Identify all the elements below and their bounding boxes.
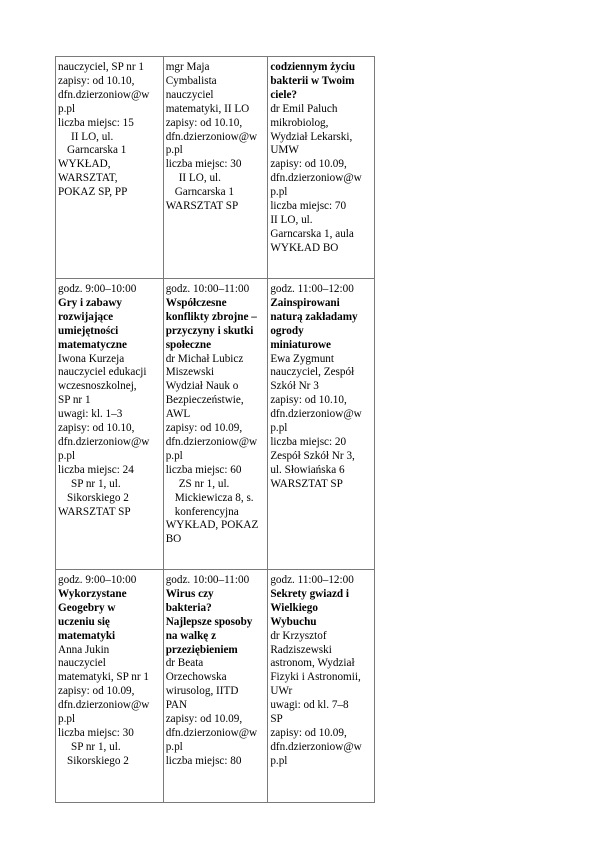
event-time: godz. 11:00–12:00 bbox=[270, 283, 354, 295]
event-detail: Zespół Szkół Nr 3, bbox=[270, 449, 355, 462]
event-title: ciele? bbox=[270, 88, 298, 101]
event-detail: uwagi: kl. 1–3 bbox=[58, 408, 123, 421]
event-detail: astronom, Wydział bbox=[270, 657, 355, 670]
event-detail: Bezpieczeństwie, bbox=[165, 394, 244, 407]
event-type: WYKŁAD, POKAZ bbox=[165, 519, 259, 532]
event-title: Wirus czy bbox=[165, 587, 214, 600]
event-detail: dfn.dzierzoniow@w bbox=[165, 726, 258, 739]
event-title: Najlepsze sposoby bbox=[165, 615, 253, 628]
event-detail: uwagi: od kl. 7–8 bbox=[270, 699, 349, 712]
event-detail: nauczyciel, Zespół bbox=[270, 366, 355, 379]
event-title: bakterii w Twoim bbox=[270, 74, 355, 87]
event-detail: dr Michał Lubicz bbox=[165, 352, 244, 365]
event-detail: wczesnoszkolnej, bbox=[58, 380, 137, 393]
event-detail: nauczyciel bbox=[58, 657, 106, 670]
event-title: społeczne bbox=[165, 338, 212, 351]
event-address: Garncarska 1 bbox=[174, 186, 235, 199]
event-detail: liczba miejsc: 60 bbox=[165, 463, 242, 476]
event-detail: dr Beata bbox=[165, 657, 204, 670]
event-title: Sekrety gwiazd i bbox=[270, 587, 350, 600]
event-detail: UMW bbox=[270, 144, 299, 157]
event-detail: dr Krzysztof bbox=[270, 629, 327, 642]
event-type: POKAZ SP, PP bbox=[58, 186, 128, 199]
event-detail: Anna Jukin bbox=[58, 643, 110, 656]
event-address: Sikorskiego 2 bbox=[67, 491, 129, 504]
event-title: bakteria? bbox=[165, 601, 212, 614]
event-detail: nauczyciel edukacji bbox=[58, 366, 147, 379]
event-title: Wybuchu bbox=[270, 615, 317, 628]
event-detail: Fizyki i Astronomii, bbox=[270, 671, 361, 684]
event-detail: SP nr 1 bbox=[58, 394, 91, 407]
event-title: ogrody bbox=[270, 324, 304, 337]
event-address: Sikorskiego 2 bbox=[67, 754, 129, 767]
event-type: WARSZTAT SP bbox=[58, 505, 131, 518]
event-title: umiejętności bbox=[58, 324, 119, 337]
event-detail: PAN bbox=[165, 699, 188, 712]
event-title: przyczyny i skutki bbox=[165, 324, 254, 337]
event-title: na walkę z bbox=[165, 629, 217, 642]
event-detail: zapisy: od 10.09, bbox=[270, 726, 347, 739]
event-title: miniaturowe bbox=[270, 338, 332, 351]
event-cell bbox=[163, 570, 268, 803]
event-detail: SP bbox=[270, 713, 283, 726]
event-detail: p.pl bbox=[270, 186, 288, 199]
event-detail: liczba miejsc: 30 bbox=[165, 158, 242, 171]
event-detail: dfn.dzierzoniow@w bbox=[58, 699, 150, 712]
event-cell bbox=[163, 279, 268, 570]
event-type: WYKŁAD BO bbox=[270, 241, 339, 254]
schedule-row bbox=[56, 57, 375, 279]
event-detail: liczba miejsc: 30 bbox=[58, 726, 134, 739]
schedule-table bbox=[55, 56, 375, 803]
event-detail: dfn.dzierzoniow@w bbox=[58, 88, 150, 101]
event-detail: Wydział Nauk o bbox=[165, 380, 239, 393]
event-detail: zapisy: od 10.10, bbox=[58, 74, 135, 87]
event-detail: nauczyciel, SP nr 1 bbox=[58, 61, 144, 73]
event-detail: matematyki, SP nr 1 bbox=[58, 671, 149, 684]
schedule-row bbox=[56, 279, 375, 570]
event-title: naturą zakładamy bbox=[270, 310, 358, 323]
event-detail: p.pl bbox=[58, 713, 76, 726]
event-time: godz. 9:00–10:00 bbox=[58, 574, 137, 586]
event-cell bbox=[268, 570, 375, 803]
event-detail: dfn.dzierzoniow@w bbox=[270, 740, 362, 753]
event-title: przeziębieniem bbox=[165, 643, 238, 656]
event-detail: liczba miejsc: 20 bbox=[270, 435, 347, 448]
event-detail: mikrobiolog, bbox=[270, 116, 329, 129]
event-cell bbox=[268, 279, 375, 570]
event-detail: liczba miejsc: 70 bbox=[270, 200, 347, 213]
event-detail: nauczyciel bbox=[165, 88, 214, 101]
event-address: Garncarska 1 bbox=[67, 144, 127, 157]
event-title: uczeniu się bbox=[58, 615, 110, 628]
event-address: ZS nr 1, ul. bbox=[178, 477, 230, 490]
event-detail: ul. Słowiańska 6 bbox=[270, 463, 345, 476]
event-cell bbox=[56, 57, 164, 279]
event-detail: zapisy: od 10.09, bbox=[58, 685, 135, 698]
event-detail: p.pl bbox=[58, 449, 76, 462]
event-detail: mgr Maja bbox=[165, 61, 210, 73]
event-address: II LO, ul. bbox=[71, 130, 114, 143]
event-title: Geogebry w bbox=[58, 601, 116, 614]
event-time: godz. 10:00–11:00 bbox=[165, 574, 250, 586]
event-detail: Radziszewski bbox=[270, 643, 332, 656]
event-detail: Cymbalista bbox=[165, 74, 217, 87]
event-detail: zapisy: od 10.10, bbox=[165, 116, 243, 129]
event-title: konflikty zbrojne – bbox=[165, 310, 257, 323]
event-detail: liczba miejsc: 80 bbox=[165, 754, 242, 767]
event-detail: dfn.dzierzoniow@w bbox=[270, 408, 362, 421]
event-title: matematyki bbox=[58, 629, 116, 642]
event-type: WARSZTAT, bbox=[58, 172, 118, 185]
event-address: II LO, ul. bbox=[178, 172, 221, 185]
event-address: SP nr 1, ul. bbox=[71, 740, 121, 753]
event-detail: Iwona Kurzeja bbox=[58, 352, 125, 365]
event-detail: matematyki, II LO bbox=[165, 102, 250, 115]
event-cell bbox=[268, 57, 375, 279]
event-detail: p.pl bbox=[165, 740, 183, 753]
event-title: codziennym życiu bbox=[270, 61, 356, 73]
event-detail: Orzechowska bbox=[165, 671, 227, 684]
event-detail: dfn.dzierzoniow@w bbox=[165, 435, 258, 448]
event-time: godz. 10:00–11:00 bbox=[165, 283, 250, 295]
event-detail: p.pl bbox=[165, 144, 183, 157]
event-title: Współczesne bbox=[165, 296, 227, 309]
event-detail: wirusolog, IITD bbox=[165, 685, 239, 698]
event-title: Gry i zabawy bbox=[58, 296, 123, 309]
event-detail: Szkół Nr 3 bbox=[270, 380, 319, 393]
event-detail: liczba miejsc: 15 bbox=[58, 116, 134, 129]
event-title: Wykorzystane bbox=[58, 587, 127, 600]
event-detail: zapisy: od 10.09, bbox=[165, 422, 243, 435]
event-detail: dr Emil Paluch bbox=[270, 102, 338, 115]
event-detail: UWr bbox=[270, 685, 293, 698]
event-cell bbox=[56, 570, 164, 803]
event-address: konferencyjna bbox=[174, 505, 239, 518]
event-detail: zapisy: od 10.10, bbox=[58, 422, 135, 435]
event-title: rozwijające bbox=[58, 310, 114, 323]
event-detail: dfn.dzierzoniow@w bbox=[165, 130, 258, 143]
event-detail: Miszewski bbox=[165, 366, 215, 379]
event-time: godz. 11:00–12:00 bbox=[270, 574, 354, 586]
event-detail: p.pl bbox=[270, 422, 288, 435]
event-detail: dfn.dzierzoniow@w bbox=[270, 172, 362, 185]
event-type: WARSZTAT SP bbox=[165, 200, 239, 213]
event-title: Zainspirowani bbox=[270, 296, 340, 309]
event-type: WARSZTAT SP bbox=[270, 477, 343, 490]
event-detail: Wydział Lekarski, bbox=[270, 130, 353, 143]
event-title: matematyczne bbox=[58, 338, 127, 351]
event-detail: zapisy: od 10.09, bbox=[270, 158, 347, 171]
event-detail: Ewa Zygmunt bbox=[270, 352, 335, 365]
event-title: Wielkiego bbox=[270, 601, 318, 614]
event-detail: zapisy: od 10.10, bbox=[270, 394, 347, 407]
event-time: godz. 9:00–10:00 bbox=[58, 283, 137, 295]
event-address: SP nr 1, ul. bbox=[71, 477, 121, 490]
event-detail: zapisy: od 10.09, bbox=[165, 713, 243, 726]
schedule-row bbox=[56, 570, 375, 803]
event-detail: Garncarska 1, aula bbox=[270, 227, 354, 240]
event-detail: dfn.dzierzoniow@w bbox=[58, 435, 150, 448]
event-type: WYKŁAD, bbox=[58, 158, 111, 171]
event-cell bbox=[56, 279, 164, 570]
event-address: Mickiewicza 8, s. bbox=[174, 491, 254, 504]
event-detail: AWL bbox=[165, 408, 191, 421]
event-detail: p.pl bbox=[58, 102, 76, 115]
event-type: BO bbox=[165, 533, 182, 546]
event-detail: liczba miejsc: 24 bbox=[58, 463, 134, 476]
event-detail: p.pl bbox=[270, 754, 288, 767]
event-detail: p.pl bbox=[165, 449, 183, 462]
event-detail: II LO, ul. bbox=[270, 213, 313, 226]
event-cell bbox=[163, 57, 268, 279]
